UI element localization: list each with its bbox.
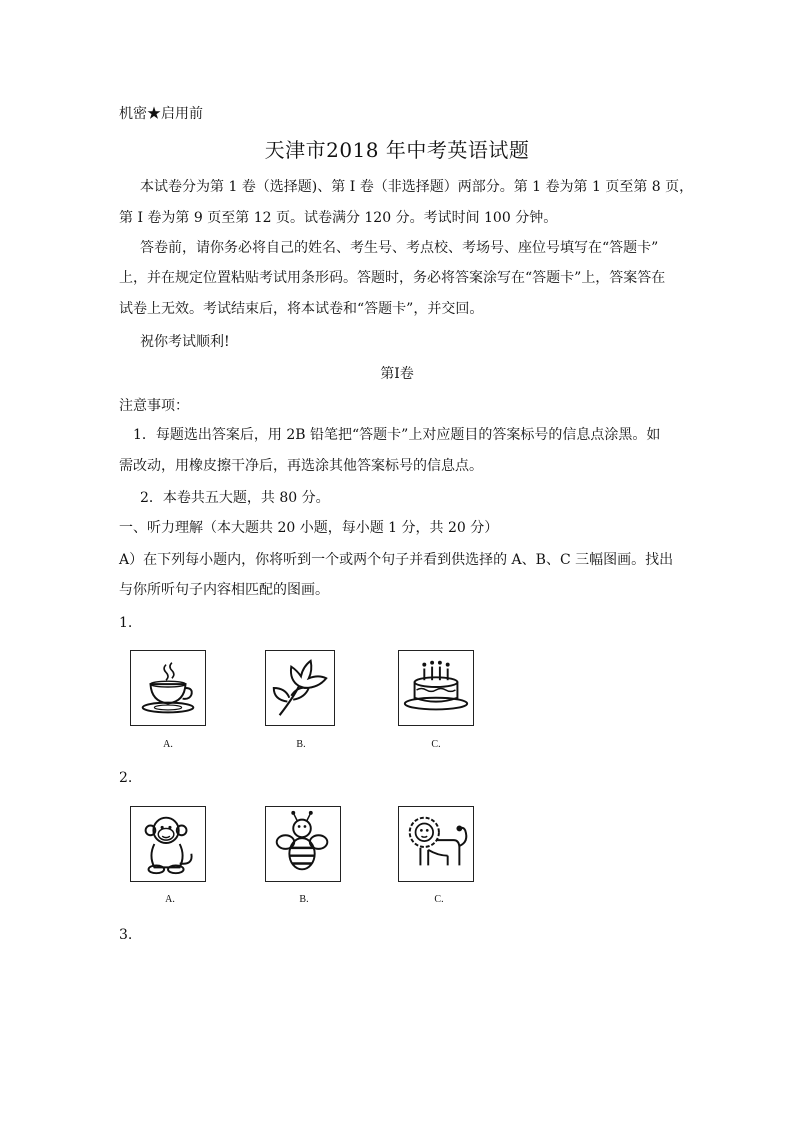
picture-option-c[interactable] — [398, 650, 474, 726]
option-label: B. — [296, 739, 306, 750]
flower-icon — [266, 651, 334, 725]
note-item: 2．本卷共五大题，共 80 分。 — [140, 490, 330, 506]
part-instructions: 与你所听句子内容相匹配的图画。 — [119, 582, 329, 598]
option-label: A. — [163, 739, 173, 750]
wish-text: 祝你考试顺利! — [140, 334, 230, 350]
birthday-cake-icon — [399, 651, 473, 725]
intro-text: 本试卷分为第 1 卷（选择题)、第 I 卷（非选择题）两部分。第 1 卷为第 1 页至第 8 页， — [140, 179, 694, 195]
coffee-cup-icon — [131, 651, 205, 725]
intro-text: 试卷上无效。考试结束后，将本试卷和“答题卡”，并交回。 — [119, 301, 484, 317]
part-instructions: A）在下列每小题内，你将听到一个或两个句子并看到供选择的 A、B、C 三幅图画。找出 — [119, 552, 674, 568]
picture-option-b[interactable] — [265, 806, 341, 882]
intro-text: 上，并在规定位置粘贴考试用条形码。答题时，务必将答案涂写在“答题卡”上，答案答在 — [119, 270, 666, 286]
question-number: 3. — [119, 927, 133, 943]
picture-option-a[interactable] — [130, 650, 206, 726]
confidential-label: 机密★启用前 — [119, 106, 203, 122]
bee-icon — [266, 807, 340, 881]
part-heading: 一、听力理解（本大题共 20 小题，每小题 1 分，共 20 分） — [119, 520, 499, 536]
intro-text: 第 I 卷为第 9 页至第 12 页。试卷满分 120 分。考试时间 100 分钟。 — [119, 210, 558, 226]
note-item: 1．每题选出答案后，用 2B 铅笔把“答题卡”上对应题目的答案标号的信息点涂黑。如 — [133, 427, 661, 443]
picture-option-a[interactable] — [130, 806, 206, 882]
picture-option-c[interactable] — [398, 806, 474, 882]
option-label: C. — [434, 894, 444, 905]
picture-option-b[interactable] — [265, 650, 335, 726]
page-title: 天津市2018 年中考英语试题 — [264, 138, 530, 162]
option-label: A. — [165, 894, 175, 905]
option-label: B. — [299, 894, 309, 905]
intro-text: 答卷前，请你务必将自己的姓名、考生号、考点校、考场号、座位号填写在“答题卡” — [140, 240, 659, 256]
option-label: C. — [431, 739, 441, 750]
note-item: 需改动，用橡皮擦干净后，再选涂其他答案标号的信息点。 — [119, 458, 483, 474]
notes-heading: 注意事项： — [119, 398, 189, 414]
section-title: 第I卷 — [380, 366, 414, 382]
question-number: 1. — [119, 615, 133, 631]
lion-icon — [399, 807, 473, 881]
monkey-icon — [131, 807, 205, 881]
question-number: 2. — [119, 770, 133, 786]
